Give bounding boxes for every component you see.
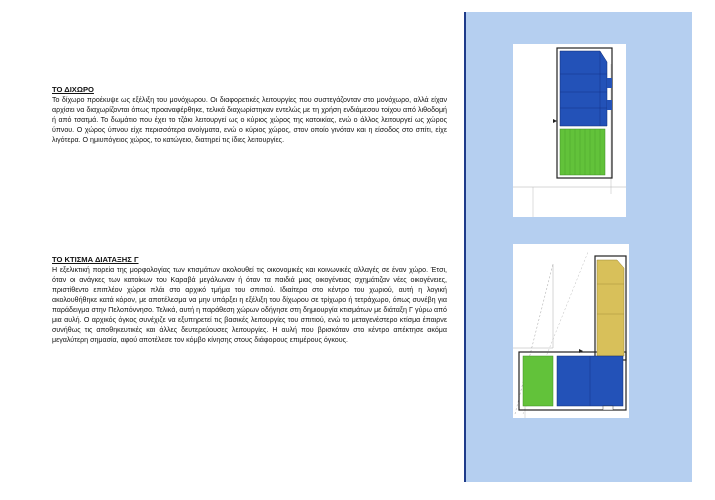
section-dichoro-title: ΤΟ ΔΙΧΩΡΟ — [52, 85, 94, 94]
floor-plan-ktisma-g-drawing — [513, 244, 629, 418]
floor-plan-dichoro — [513, 44, 626, 217]
floor-plan-ktisma-g — [513, 244, 629, 418]
section-ktisma-g — [52, 255, 447, 345]
section-dichoro — [52, 85, 447, 145]
section-ktisma-g-title: ΤΟ ΚΤΙΣΜΑ ΔΙΑΤΑΞΗΣ Γ — [52, 255, 139, 264]
section-dichoro-body: Το δίχωρο προέκυψε ως εξέλιξη του μονόχωρου. Οι διαφορετικές λειτουργίες που συστεγάζονταν στο μονόχωρο, αλλά είχαν αρχίσει να διαχωρίζονται όπως προαναφέρθηκε, τελικά διαχωρίστηκαν εντελώς με τη χρήση ενδιάμεσου τοίχου από λιθοδομή ή από τσατμά. Το δωμάτιο που έχει το τζάκι λειτουργεί ως ο κύριος χώρος της κατοικίας, ενώ ο άλλος λειτουργεί ως χώρος ύπνου. Ο χώρος ύπνου είχε περισσότερα ανοίγματα, ενώ ο κύριος χώρος, στον οποίο γινόταν και η είσοδος στο σπίτι, είχε λιγότερα. Ο ημιυπόγειος χώρος, το κατώγειο, διατηρεί τις ίδιες λειτουργίες. — [52, 96, 447, 144]
floor-plan-dichoro-drawing — [513, 44, 626, 217]
section-ktisma-g-body: Η εξελικτική πορεία της μορφολογίας των κτισμάτων ακολουθεί τις οικονομικές και κοινωνικές αλλαγές σε έναν χώρο. Έτσι, όταν οι ανάγκες των κατοίκων του Καραβά μεγάλωναν ή όταν τα παιδιά μιας οικογένειας σχημάτιζαν νέες οικογένειες, πριστίθεντο επιπλέον χώροι πλάι στο αρχικό τμήμα του σπιτιού. Ιδιαίτερα στο κέντρο του χωριού, αυτή η λογική ακολουθήθηκε κατά κόρον, με αποτέλεσμα να μην υπάρξει η εξέλιξη του δίχωρου σε τρίχωρο ή τετράχωρο, όπως συνέβη για παράδειγμα στην Πελοπόννησο. Τελικά, αυτή η παράθεση χώρων οδήγησε στη δημιουργία κτισμάτων με διάταξη Γ γύρω από μια αυλή. Ο αρχικός όγκος συνέχιζε να εξυπηρετεί τις βασικές λειτουργίες του σπιτιού, ενώ το μεταγενέστερο κτίσμα έπαιρνε συνήθως τις αποθηκευτικές και άλλες δευτερεύουσες λειτουργίες. Η αυλή που βρισκόταν στο κέντρο απέκτησε ακόμα μεγαλύτερη σημασία, αφού αποτέλεσε τον κόμβο κίνησης στους διάφορους επιμέρους όγκους. — [52, 266, 447, 344]
